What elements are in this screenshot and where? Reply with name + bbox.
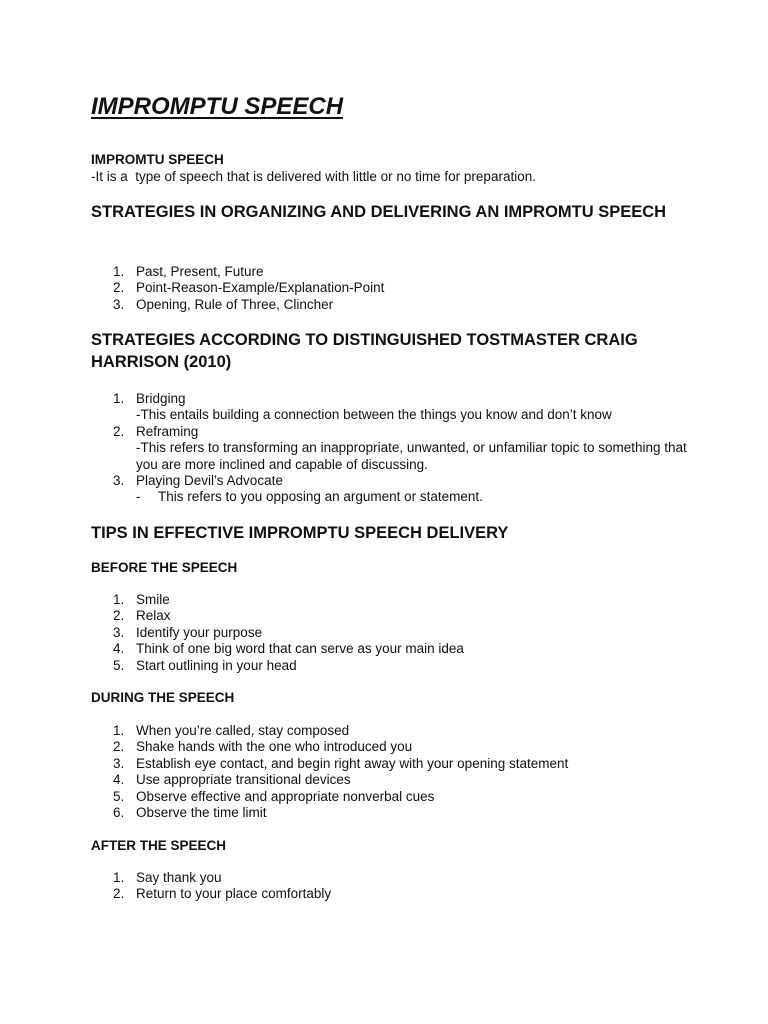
list-item: 6. Observe the time limit — [113, 805, 267, 821]
subheading-after: AFTER THE SPEECH — [91, 838, 227, 853]
list-item: 4. Think of one big word that can serve as your main idea — [113, 641, 464, 657]
after-speech-list — [91, 870, 691, 903]
list-item: 2. Point-Reason-Example/Explanation-Point — [113, 280, 385, 296]
list-item: 3. Opening, Rule of Three, Clincher — [113, 296, 334, 312]
before-speech-list — [91, 592, 691, 674]
list-item: 3. Identify your purpose — [113, 624, 263, 640]
strategy-description: -This entails building a connection between the things you know and don’t know — [136, 407, 612, 423]
during-speech-list — [91, 723, 691, 821]
definition-text: -It is a type of speech that is delivered with little or no time for preparation. — [91, 169, 536, 184]
strategies-harrison-list — [91, 391, 691, 506]
section-heading-strategies-harrison: STRATEGIES ACCORDING TO DISTINGUISHED TOSTMASTER CRAIG HARRISON (2010) — [91, 331, 638, 371]
list-item: 1. When you’re called, stay composed — [113, 723, 350, 738]
list-item: 2. Reframing -This refers to transforming an inappropriate, unwanted, or unfamiliar topic to something that you are more inclined and capable of discussing. — [91, 424, 691, 473]
list-item: 3. Establish eye contact, and begin right away with your opening statement — [113, 755, 569, 771]
strategy-description: -This refers to transforming an inappropriate, unwanted, or unfamiliar topic to something that you are more inclined and capable of discussing. — [136, 440, 687, 472]
list-item: 5. Observe effective and appropriate nonverbal cues — [113, 788, 435, 804]
list-item: 2. Relax — [113, 608, 171, 624]
definition-heading: IMPROMTU SPEECH — [91, 152, 224, 167]
strategy-description: - This refers to you opposing an argument or statement. — [136, 489, 483, 505]
list-item: 2. Shake hands with the one who introduced you — [113, 739, 413, 755]
subheading-before: BEFORE THE SPEECH — [91, 560, 238, 575]
section-heading-tips: TIPS IN EFFECTIVE IMPROMPTU SPEECH DELIVERY — [91, 524, 509, 542]
subheading-during: DURING THE SPEECH — [91, 690, 235, 705]
document-title: IMPROMPTU SPEECH — [91, 93, 344, 120]
list-item: 1. Say thank you — [113, 870, 222, 885]
list-item: 2. Return to your place comfortably — [113, 886, 332, 902]
strategy-label: Playing Devil’s Advocate — [136, 473, 283, 489]
list-item: 1. Bridging -This entails building a connection between the things you know and don’t know — [91, 391, 691, 424]
list-item: 4. Use appropriate transitional devices — [113, 772, 351, 788]
strategy-label: Bridging — [136, 391, 186, 406]
strategies-organizing-list — [91, 264, 691, 313]
list-item: 5. Start outlining in your head — [113, 657, 297, 673]
list-item: 1. Smile — [113, 592, 170, 607]
section-heading-strategies-organizing: STRATEGIES IN ORGANIZING AND DELIVERING AN IMPROMTU SPEECH — [91, 203, 667, 221]
list-item: 3. Playing Devil’s Advocate - This refers to you opposing an argument or statement. — [91, 473, 691, 506]
list-item: 1. Past, Present, Future — [113, 264, 264, 279]
strategy-label: Reframing — [136, 423, 199, 439]
